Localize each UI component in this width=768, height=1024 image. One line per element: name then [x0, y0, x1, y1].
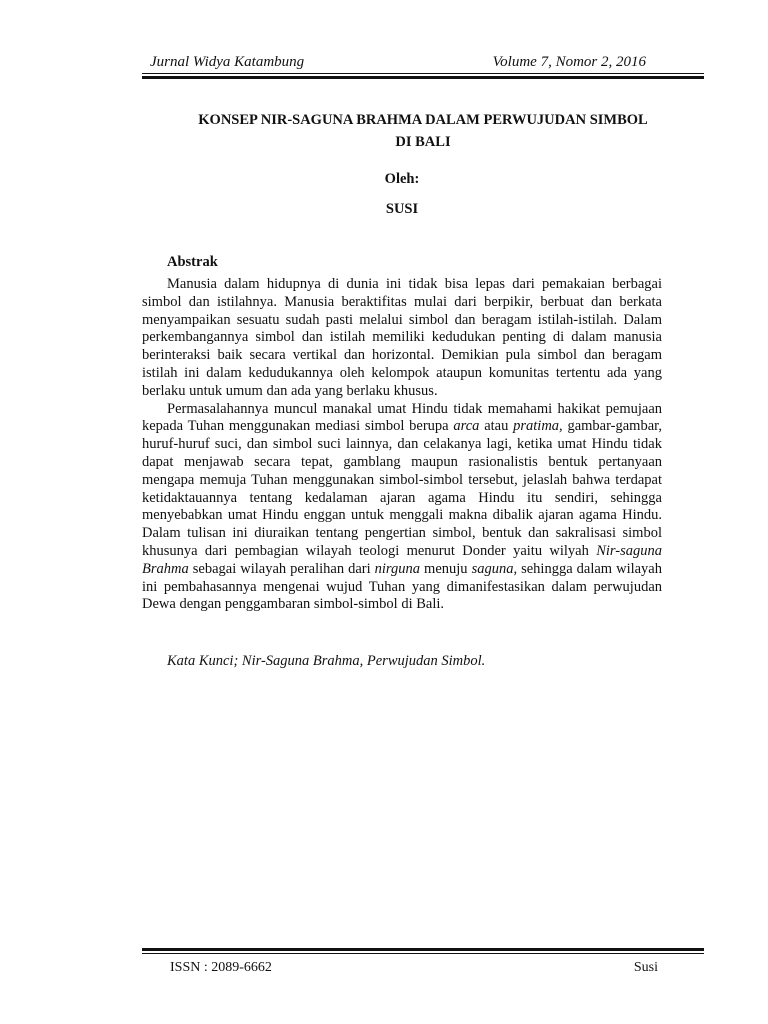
paper-title — [142, 109, 704, 153]
title-line-2: DI BALI — [395, 134, 451, 150]
term-nirguna: nirguna — [374, 560, 421, 577]
header-rule-thin — [142, 73, 704, 74]
footer-rule-thick — [142, 948, 704, 951]
issn: ISSN : 2089-6662 — [170, 960, 272, 975]
header-rule-thick — [142, 76, 704, 79]
term-saguna: saguna — [471, 560, 514, 577]
journal-name: Jurnal Widya Katambung — [150, 54, 305, 70]
page-footer — [170, 960, 658, 976]
p2-text-c: gambar-gambar, huruf-huruf suci, dan simbol suci lainnya, dan celakanya lagi, ketika umat Hindu tidak dapat menjawab secara tepat, gamblang maupun rasionalistis bentuk pertanyaan mengapa memuja Tuhan menggunakan simbol-simbol tersebut, jelaslah bahwa terdapat ketidaktauannya tentang kedalaman ajaran agama Hindu itu sendiri, sehingga menyebabkan umat Hindu enggan untuk menggali makna dibalik ajaran agama Hindu. Dalam tulisan ini diuraikan tentang pengertian simbol, bentuk dan sakralisasi simbol khusunya dari pembagian wilayah teologi menurut Donder yaitu wilyah — [142, 418, 663, 559]
abstract-paragraph-2 — [142, 401, 662, 615]
term-nir-saguna: Nir-saguna Brahma — [142, 542, 662, 577]
volume-info: Volume 7, Nomor 2, 2016 — [492, 54, 646, 70]
p2-text-e: menuju — [420, 560, 472, 577]
title-line-1: KONSEP NIR-SAGUNA BRAHMA DALAM PERWUJUDAN SIMBOL — [198, 112, 648, 128]
term-pratima: pratima, — [513, 418, 563, 435]
p2-text-d: sebagai wilayah peralihan dari — [188, 560, 375, 577]
running-header — [150, 52, 646, 72]
p2-text-f: , sehingga dalam wilayah ini pembahasannya mengenai wujud Tuhan yang dimanifestasikan dalam perwujudan Dewa dengan penggambaran simbol-simbol di Bali. — [142, 560, 662, 613]
keywords: Kata Kunci; Nir-Saguna Brahma, Perwujudan Simbol. — [167, 653, 486, 669]
p2-text-b: atau — [479, 418, 514, 435]
abstract-paragraph-1: Manusia dalam hidupnya di dunia ini tidak bisa lepas dari pemakaian berbagai simbol dan istilahnya. Manusia beraktifitas mulai dari berpikir, berbuat dan berkata menyampaikan sesuatu sudah pasti melalui simbol dan beragam istilah-istilah. Dalam perkembangannya simbol dan istilah memiliki kedudukan penting di dalam manusia berinteraksi baik secara vertikal dan horizontal. Demikian pula simbol dan beragam istilah ini dalam kedudukannya oleh kelompok ataupun komunitas tertentu ada yang berlaku untuk umum dan ada yang berlaku khusus. — [142, 276, 662, 399]
p2-text-a: Permasalahannya muncul manakal umat Hindu tidak memahami hakikat pemujaan kepada Tuhan menggunakan mediasi simbol berupa — [142, 400, 662, 435]
term-arca: arca — [453, 418, 480, 435]
abstract-heading: Abstrak — [167, 254, 218, 270]
abstract-body — [142, 276, 662, 614]
byline-label: Oleh: — [384, 171, 420, 187]
footer-rule-thin — [142, 953, 704, 954]
footer-author: Susi — [633, 960, 658, 975]
author-name: SUSI — [385, 201, 419, 217]
